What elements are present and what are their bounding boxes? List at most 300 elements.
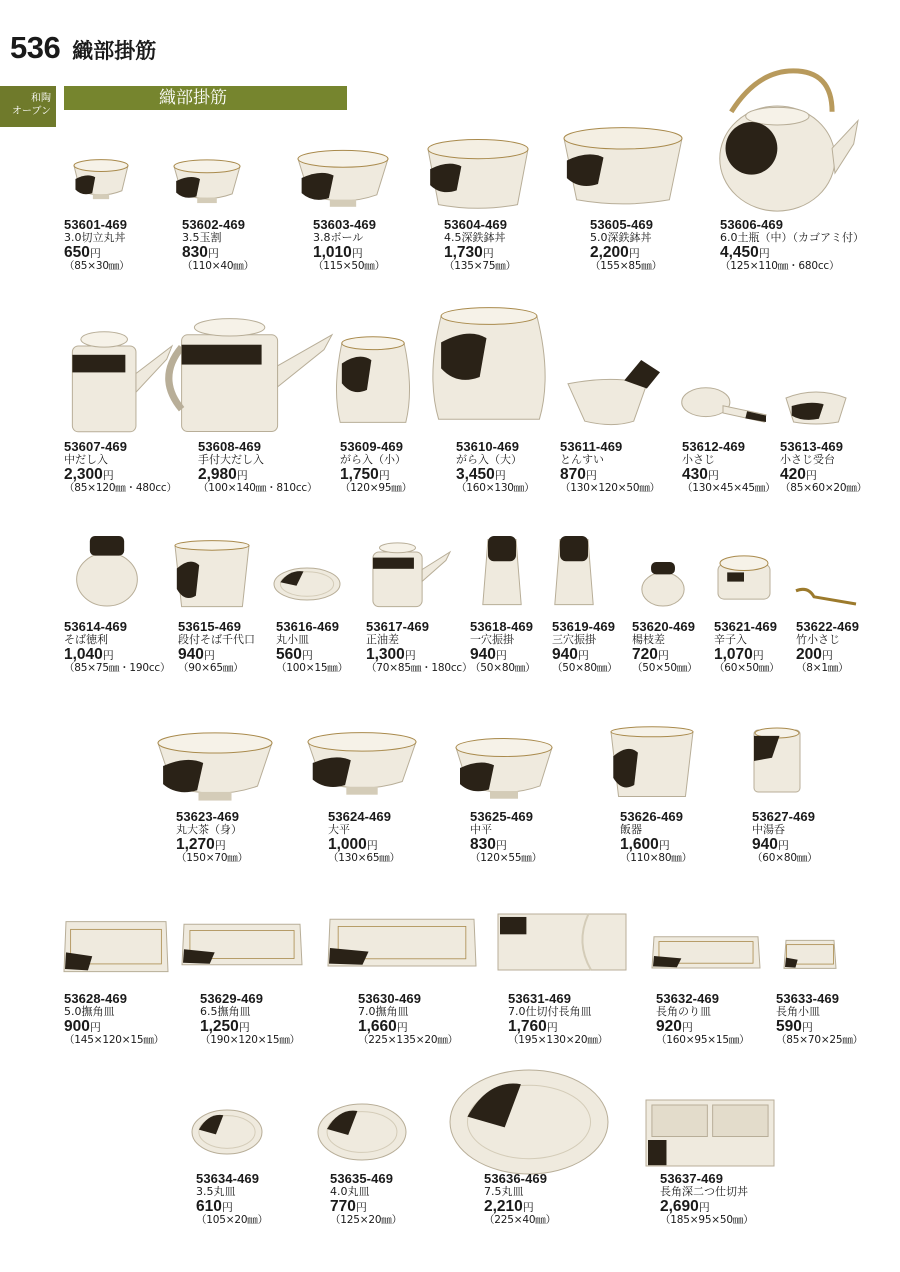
product-size: （85×75㎜・190cc） <box>64 662 171 674</box>
product-size: （85×120㎜・480cc） <box>64 482 177 494</box>
product-info <box>682 440 775 495</box>
product-image <box>566 360 660 428</box>
product-info <box>720 218 864 273</box>
product-code: 53608-469 <box>198 439 262 454</box>
product-price <box>720 244 864 260</box>
product-image <box>454 736 554 800</box>
product-code: 53607-469 <box>64 439 128 454</box>
product-image <box>782 936 838 972</box>
product-image <box>66 324 172 434</box>
series-banner <box>64 86 347 110</box>
side-tab-line-2: オーブン <box>11 106 51 117</box>
price-currency: 円 <box>585 469 597 482</box>
product-name: 段付そば千代口 <box>178 633 255 646</box>
product-name: とんすい <box>560 453 604 466</box>
product-price <box>366 646 472 662</box>
product-code: 53630-469 <box>358 991 422 1006</box>
product-price <box>276 646 348 662</box>
product-image <box>180 918 304 970</box>
price-currency: 円 <box>546 1021 558 1034</box>
product-name: そば徳利 <box>64 633 108 646</box>
price-currency: 円 <box>805 469 817 482</box>
product-size: （50×50㎜） <box>632 662 698 674</box>
product-name: 小さじ受台 <box>780 453 835 466</box>
price-value: 1,750 <box>340 466 379 483</box>
product-image <box>608 726 696 798</box>
price-currency: 円 <box>657 649 669 662</box>
product-price <box>64 466 177 482</box>
product-name: 飯器 <box>620 823 642 836</box>
price-value: 1,760 <box>508 1018 547 1035</box>
product-info <box>200 992 300 1047</box>
product-price <box>780 466 867 482</box>
price-currency: 円 <box>404 649 416 662</box>
product-price <box>200 1018 300 1034</box>
product-info <box>178 620 255 675</box>
price-currency: 円 <box>577 649 589 662</box>
product-info <box>620 810 692 865</box>
product-code: 53603-469 <box>313 217 377 232</box>
product-code: 53604-469 <box>444 217 508 232</box>
price-currency: 円 <box>628 247 640 260</box>
product-name: 竹小さじ <box>796 633 840 646</box>
product-info <box>776 992 863 1047</box>
product-image <box>326 912 478 972</box>
product-name: 中平 <box>470 823 492 836</box>
product-info <box>484 1172 556 1227</box>
product-info <box>358 992 458 1047</box>
product-info <box>508 992 608 1047</box>
product-code: 53627-469 <box>752 809 816 824</box>
product-name: 手付大だし入 <box>198 453 264 466</box>
price-value: 940 <box>752 836 778 853</box>
product-info <box>182 218 254 273</box>
product-image <box>448 1068 610 1176</box>
product-code: 53637-469 <box>660 1171 724 1186</box>
product-code: 53625-469 <box>470 809 534 824</box>
product-name: 正油差 <box>366 633 399 646</box>
product-code: 53615-469 <box>178 619 242 634</box>
product-code: 53622-469 <box>796 619 860 634</box>
price-value: 940 <box>178 646 204 663</box>
product-price <box>660 1198 753 1214</box>
product-price <box>470 836 542 852</box>
product-info <box>176 810 248 865</box>
product-image <box>272 566 342 602</box>
price-value: 830 <box>470 836 496 853</box>
product-price <box>484 1198 556 1214</box>
product-price <box>313 244 385 260</box>
product-size: （85×30㎜） <box>64 260 130 272</box>
price-currency: 円 <box>658 839 670 852</box>
product-price <box>508 1018 608 1034</box>
price-currency: 円 <box>89 247 101 260</box>
price-currency: 円 <box>482 247 494 260</box>
product-size: （60×80㎜） <box>752 852 818 864</box>
product-name: 中湯呑 <box>752 823 785 836</box>
price-currency: 円 <box>221 1201 233 1214</box>
product-image <box>296 148 390 208</box>
product-size: （135×75㎜） <box>444 260 516 272</box>
product-image <box>172 158 242 204</box>
price-value: 1,010 <box>313 244 352 261</box>
product-image <box>426 304 552 424</box>
price-currency: 円 <box>301 649 313 662</box>
product-price <box>552 646 617 662</box>
page-number: 536 <box>10 30 61 65</box>
product-info <box>470 620 535 675</box>
price-value: 830 <box>182 244 208 261</box>
price-value: 2,200 <box>590 244 629 261</box>
price-currency: 円 <box>214 839 226 852</box>
product-price <box>470 646 535 662</box>
price-value: 4,450 <box>720 244 759 261</box>
product-size: （155×85㎜） <box>590 260 662 272</box>
price-value: 870 <box>560 466 586 483</box>
product-code: 53623-469 <box>176 809 240 824</box>
product-info <box>752 810 817 865</box>
product-code: 53624-469 <box>328 809 392 824</box>
price-currency: 円 <box>707 469 719 482</box>
product-code: 53626-469 <box>620 809 684 824</box>
product-name: 長角のり皿 <box>656 1005 711 1018</box>
product-name: 辛子入 <box>714 633 747 646</box>
product-name: 7.0撫角皿 <box>358 1005 409 1018</box>
product-size: （50×80㎜） <box>552 662 618 674</box>
product-info <box>64 620 170 675</box>
product-info <box>796 620 859 675</box>
page-title: 織部掛筋 <box>72 39 157 63</box>
product-image <box>156 730 274 802</box>
product-image <box>714 68 858 214</box>
product-code: 53601-469 <box>64 217 128 232</box>
price-value: 940 <box>470 646 496 663</box>
product-price <box>182 244 254 260</box>
product-price <box>340 466 412 482</box>
product-size: （70×85㎜・180cc） <box>366 662 473 674</box>
product-info <box>590 218 662 273</box>
product-image <box>640 562 686 606</box>
price-value: 1,600 <box>620 836 659 853</box>
product-code: 53610-469 <box>456 439 520 454</box>
product-info <box>656 992 749 1047</box>
price-value: 2,690 <box>660 1198 699 1215</box>
price-value: 420 <box>780 466 806 483</box>
price-value: 2,300 <box>64 466 103 483</box>
product-image <box>562 126 684 208</box>
product-price <box>714 646 779 662</box>
product-size: （130×45×45㎜） <box>682 482 776 494</box>
product-price <box>560 466 660 482</box>
product-size: （100×140㎜・810cc） <box>198 482 318 494</box>
product-info <box>660 1172 753 1227</box>
product-size: （125×110㎜・680cc） <box>720 260 840 272</box>
price-value: 610 <box>196 1198 222 1215</box>
product-name: 大平 <box>328 823 350 836</box>
product-image <box>496 912 628 974</box>
product-code: 53621-469 <box>714 619 778 634</box>
product-size: （90×65㎜） <box>178 662 244 674</box>
price-currency: 円 <box>89 1021 101 1034</box>
product-name: 中だし入 <box>64 453 108 466</box>
product-image <box>172 310 332 434</box>
product-info <box>456 440 534 495</box>
product-code: 53616-469 <box>276 619 340 634</box>
product-name: 楊枝差 <box>632 633 665 646</box>
product-price <box>656 1018 749 1034</box>
price-currency: 円 <box>801 1021 813 1034</box>
price-value: 1,270 <box>176 836 215 853</box>
product-price <box>776 1018 863 1034</box>
product-code: 53605-469 <box>590 217 654 232</box>
product-code: 53620-469 <box>632 619 696 634</box>
price-currency: 円 <box>495 649 507 662</box>
product-price <box>590 244 662 260</box>
product-size: （115×50㎜） <box>313 260 385 272</box>
product-name: 長角深二つ仕切丼 <box>660 1185 748 1198</box>
price-value: 560 <box>276 646 302 663</box>
price-currency: 円 <box>396 1021 408 1034</box>
product-image <box>72 158 130 200</box>
product-code: 53609-469 <box>340 439 404 454</box>
price-currency: 円 <box>777 839 789 852</box>
product-price <box>328 836 400 852</box>
price-value: 2,210 <box>484 1198 523 1215</box>
product-name: 6.5撫角皿 <box>200 1005 251 1018</box>
product-price <box>198 466 317 482</box>
product-code: 53611-469 <box>560 439 623 454</box>
product-name: 7.0仕切付長角皿 <box>508 1005 592 1018</box>
price-currency: 円 <box>821 649 833 662</box>
product-size: （125×20㎜） <box>330 1214 402 1226</box>
product-price <box>330 1198 402 1214</box>
product-image <box>368 538 450 608</box>
price-value: 1,250 <box>200 1018 239 1035</box>
product-name: 3.5丸皿 <box>196 1185 236 1198</box>
product-image <box>172 540 252 608</box>
product-info <box>552 620 617 675</box>
price-value: 3,450 <box>456 466 495 483</box>
price-value: 1,040 <box>64 646 103 663</box>
product-code: 53606-469 <box>720 217 784 232</box>
product-info <box>328 810 400 865</box>
product-info <box>560 440 660 495</box>
product-image <box>482 536 522 606</box>
price-value: 1,730 <box>444 244 483 261</box>
product-code: 53632-469 <box>656 991 720 1006</box>
product-code: 53631-469 <box>508 991 572 1006</box>
product-image <box>74 536 140 606</box>
product-size: （130×65㎜） <box>328 852 400 864</box>
product-size: （50×80㎜） <box>470 662 536 674</box>
product-info <box>780 440 867 495</box>
product-code: 53612-469 <box>682 439 746 454</box>
product-size: （60×50㎜） <box>714 662 780 674</box>
product-size: （8×1㎜） <box>796 662 849 674</box>
product-size: （130×120×50㎜） <box>560 482 660 494</box>
product-size: （150×70㎜） <box>176 852 248 864</box>
price-currency: 円 <box>752 649 764 662</box>
price-value: 1,070 <box>714 646 753 663</box>
product-code: 53634-469 <box>196 1171 260 1186</box>
product-size: （120×95㎜） <box>340 482 412 494</box>
price-currency: 円 <box>102 469 114 482</box>
product-info <box>444 218 516 273</box>
price-currency: 円 <box>366 839 378 852</box>
product-image <box>752 728 802 794</box>
product-price <box>796 646 859 662</box>
price-value: 430 <box>682 466 708 483</box>
side-tab-line-1: 和陶 <box>31 93 51 104</box>
product-name: がら入（大） <box>456 453 522 466</box>
product-info <box>330 1172 402 1227</box>
product-info <box>64 992 164 1047</box>
product-size: （85×70×25㎜） <box>776 1034 863 1046</box>
price-value: 1,660 <box>358 1018 397 1035</box>
price-value: 1,300 <box>366 646 405 663</box>
product-name: 丸小皿 <box>276 633 309 646</box>
product-size: （105×20㎜） <box>196 1214 268 1226</box>
price-currency: 円 <box>207 247 219 260</box>
price-currency: 円 <box>495 839 507 852</box>
product-name: 4.5深鉄鉢丼 <box>444 231 506 244</box>
price-currency: 円 <box>758 247 770 260</box>
product-info <box>470 810 542 865</box>
product-name: 小さじ <box>682 453 715 466</box>
product-code: 53635-469 <box>330 1171 394 1186</box>
product-size: （190×120×15㎜） <box>200 1034 300 1046</box>
product-info <box>196 1172 268 1227</box>
product-image <box>784 386 848 426</box>
product-size: （110×40㎜） <box>182 260 254 272</box>
product-image <box>796 586 856 610</box>
product-code: 53633-469 <box>776 991 840 1006</box>
price-value: 900 <box>64 1018 90 1035</box>
price-currency: 円 <box>238 1021 250 1034</box>
price-value: 720 <box>632 646 658 663</box>
product-size: （85×60×20㎜） <box>780 482 867 494</box>
product-code: 53619-469 <box>552 619 616 634</box>
product-name: 一穴振掛 <box>470 633 514 646</box>
price-currency: 円 <box>203 649 215 662</box>
price-currency: 円 <box>236 469 248 482</box>
product-image <box>190 1108 264 1156</box>
product-info <box>64 218 129 273</box>
product-size: （145×120×15㎜） <box>64 1034 164 1046</box>
product-size: （160×130㎜） <box>456 482 535 494</box>
product-size: （100×15㎜） <box>276 662 348 674</box>
product-info <box>366 620 472 675</box>
product-name: 3.5玉割 <box>182 231 222 244</box>
price-currency: 円 <box>522 1201 534 1214</box>
product-size: （120×55㎜） <box>470 852 542 864</box>
product-size: （160×95×15㎜） <box>656 1034 750 1046</box>
price-value: 590 <box>776 1018 802 1035</box>
product-image <box>426 138 530 212</box>
product-name: 3.0切立丸丼 <box>64 231 126 244</box>
product-info <box>632 620 697 675</box>
product-price <box>752 836 817 852</box>
product-price <box>178 646 255 662</box>
product-code: 53613-469 <box>780 439 844 454</box>
product-info <box>714 620 779 675</box>
product-price <box>64 244 129 260</box>
product-price <box>444 244 516 260</box>
product-name: 3.8ボール <box>313 231 364 244</box>
price-value: 650 <box>64 244 90 261</box>
product-image <box>716 554 772 600</box>
price-currency: 円 <box>494 469 506 482</box>
product-name: 三穴振掛 <box>552 633 596 646</box>
price-currency: 円 <box>681 1021 693 1034</box>
product-name: 長角小皿 <box>776 1005 820 1018</box>
price-value: 940 <box>552 646 578 663</box>
product-code: 53629-469 <box>200 991 264 1006</box>
product-price <box>176 836 248 852</box>
product-name: 5.0撫角皿 <box>64 1005 115 1018</box>
product-name: 丸大茶（身） <box>176 823 242 836</box>
category-side-tab[interactable] <box>0 86 56 127</box>
product-price <box>682 466 775 482</box>
price-value: 200 <box>796 646 822 663</box>
product-name: 4.0丸皿 <box>330 1185 370 1198</box>
product-image <box>306 730 418 796</box>
product-code: 53617-469 <box>366 619 430 634</box>
product-image <box>554 536 594 606</box>
product-image <box>316 1102 408 1162</box>
product-info <box>64 440 177 495</box>
product-info <box>276 620 348 675</box>
price-value: 770 <box>330 1198 356 1215</box>
product-info <box>340 440 412 495</box>
product-code: 53636-469 <box>484 1171 548 1186</box>
page-header <box>10 30 156 66</box>
product-price <box>456 466 534 482</box>
price-currency: 円 <box>351 247 363 260</box>
product-image <box>644 1098 776 1168</box>
price-value: 920 <box>656 1018 682 1035</box>
price-value: 2,980 <box>198 466 237 483</box>
product-price <box>620 836 692 852</box>
product-size: （195×130×20㎜） <box>508 1034 608 1046</box>
product-size: （225×40㎜） <box>484 1214 556 1226</box>
price-currency: 円 <box>355 1201 367 1214</box>
product-size: （225×135×20㎜） <box>358 1034 458 1046</box>
product-code: 53602-469 <box>182 217 246 232</box>
product-info <box>313 218 385 273</box>
product-price <box>196 1198 268 1214</box>
product-name: 7.5丸皿 <box>484 1185 524 1198</box>
product-price <box>358 1018 458 1034</box>
price-currency: 円 <box>102 649 114 662</box>
series-banner-title: 織部掛筋 <box>159 88 227 108</box>
price-value: 1,000 <box>328 836 367 853</box>
product-price <box>632 646 697 662</box>
product-image <box>62 914 170 978</box>
product-price <box>64 1018 164 1034</box>
product-image <box>680 386 766 422</box>
product-code: 53614-469 <box>64 619 128 634</box>
product-image <box>650 932 762 972</box>
product-name: 5.0深鉄鉢丼 <box>590 231 652 244</box>
product-name: 6.0土瓶（中）（カゴアミ付） <box>720 231 864 244</box>
product-name: がら入（小） <box>340 453 406 466</box>
product-info <box>198 440 317 495</box>
product-image <box>332 334 414 426</box>
price-currency: 円 <box>698 1201 710 1214</box>
product-code: 53628-469 <box>64 991 128 1006</box>
product-price <box>64 646 170 662</box>
